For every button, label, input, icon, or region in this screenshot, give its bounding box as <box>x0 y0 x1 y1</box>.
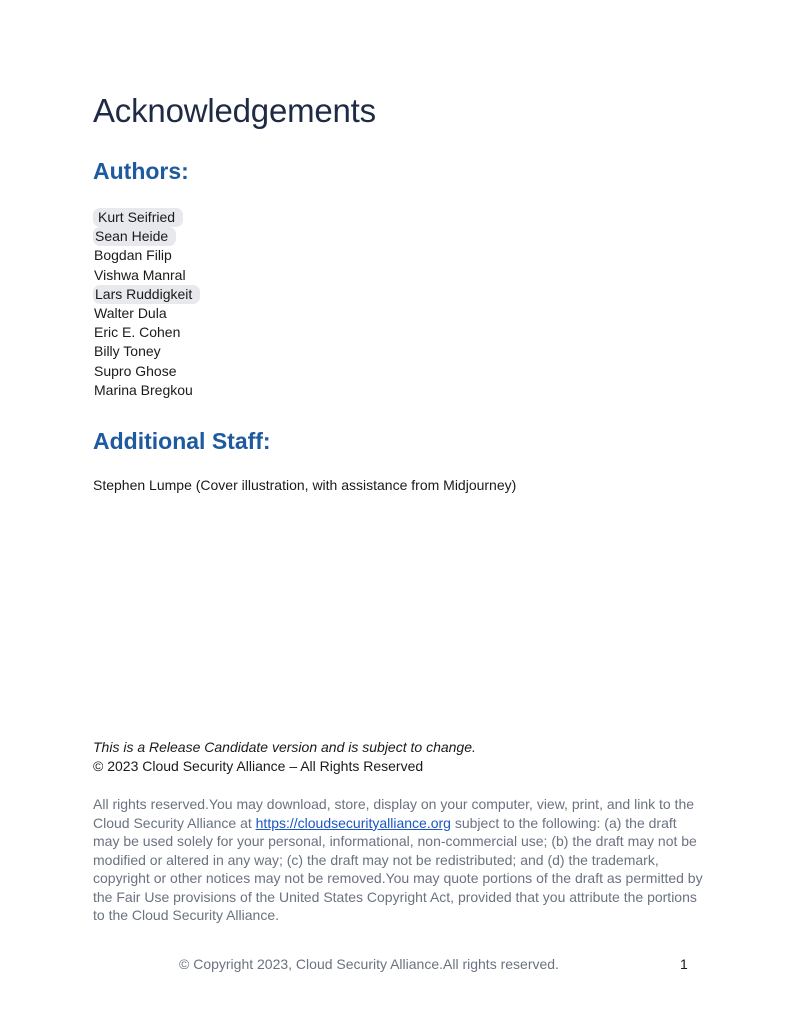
release-candidate-note: This is a Release Candidate version and is subject to change. <box>93 739 476 755</box>
copyright-line: © 2023 Cloud Security Alliance – All Rights Reserved <box>93 758 424 774</box>
additional-staff-heading: Additional Staff: <box>93 428 271 454</box>
author-item: Sean Heide <box>93 227 200 246</box>
page-number: 1 <box>680 956 688 972</box>
authors-list <box>93 208 200 400</box>
footer-copyright: © Copyright 2023, Cloud Security Alliance.All rights reserved. <box>179 956 559 972</box>
author-item: Billy Toney <box>94 343 161 360</box>
author-item: Kurt Seifried <box>93 208 200 227</box>
staff-entry: Stephen Lumpe (Cover illustration, with assistance from Midjourney) <box>93 477 517 493</box>
author-item: Vishwa Manral <box>94 266 186 283</box>
author-item: Eric E. Cohen <box>94 324 181 341</box>
page-title: Acknowledgements <box>93 92 376 129</box>
author-item: Walter Dula <box>94 304 167 321</box>
csa-website-link[interactable]: https://cloudsecurityalliance.org <box>255 814 451 831</box>
author-item: Bogdan Filip <box>94 247 172 264</box>
author-item: Marina Bregkou <box>94 381 193 398</box>
author-item: Supro Ghose <box>94 362 177 379</box>
rights-paragraph: All rights reserved.You may download, store, display on your computer, view, print, and link to the Cloud Security Alliance at https://cloudsecurityalliance.org subject to the following: (a) the draft may be used solely for your personal, informational, non-commercial use; (b) the draft may not be modified or altered in any way; (c) the draft may not be redistributed; and (d) the trademark, copyright or other notices may not be removed.You may quote portions of the draft as permitted by the Fair Use provisions of the United States Copyright Act, provided that you attribute the portions to the Cloud Security Alliance. <box>93 796 703 923</box>
authors-heading: Authors: <box>93 158 189 184</box>
author-item: Lars Ruddigkeit <box>93 285 200 304</box>
